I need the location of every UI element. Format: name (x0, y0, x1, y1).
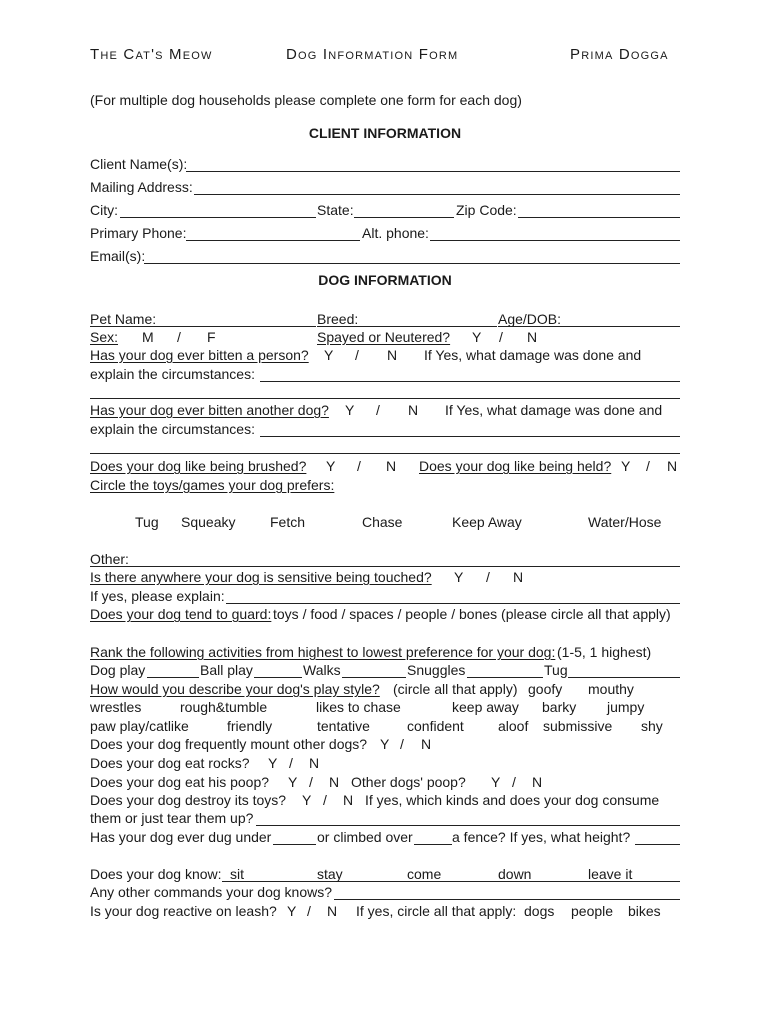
sensitive-explain-field[interactable] (226, 603, 680, 604)
alt-phone-field[interactable] (430, 240, 680, 241)
other-toys-field[interactable] (90, 566, 680, 567)
held-no[interactable]: N (667, 458, 678, 474)
dug-row (90, 829, 680, 846)
destroy-row (90, 792, 680, 809)
other-poop-slash: / (512, 774, 516, 790)
other-commands-row (90, 884, 680, 901)
mount-label: Does your dog frequently mount other dogs? (90, 736, 368, 752)
destroy-followup: If yes, which kinds and does your dog consume (365, 792, 660, 808)
sensitive-no[interactable]: N (513, 569, 524, 585)
rocks-slash: / (289, 755, 293, 771)
guard-label: Does your dog tend to guard: (90, 606, 272, 622)
rank-dog-play-field[interactable] (147, 677, 199, 678)
style-friendly[interactable]: friendly (227, 718, 273, 734)
bitten-dog-slash: / (376, 402, 380, 418)
rank-tug-label: Tug (544, 662, 568, 678)
style-likes-to-chase[interactable]: likes to chase (316, 699, 401, 715)
client-section-title: CLIENT INFORMATION (308, 125, 462, 141)
primary-phone-label: Primary Phone: (90, 225, 187, 241)
bitten-dog-extra-line[interactable] (90, 453, 680, 454)
mount-row (90, 736, 680, 753)
email-field[interactable] (144, 263, 680, 264)
header-left: The Cat's Meow (90, 46, 213, 63)
toy-tug[interactable]: Tug (135, 514, 159, 530)
rocks-row (90, 755, 680, 772)
client-name-field[interactable] (186, 171, 680, 172)
primary-phone-field[interactable] (186, 240, 360, 241)
style-aloof[interactable]: aloof (498, 718, 529, 734)
rank-ball-play-field[interactable] (254, 677, 302, 678)
bitten-person-followup: If Yes, what damage was done and (424, 347, 642, 363)
sex-m-option[interactable]: M (142, 329, 154, 345)
sensitive-yes[interactable]: Y (454, 569, 464, 585)
bitten-dog-explain-row (90, 421, 680, 438)
bitten-person-explain-label: explain the circumstances: (90, 366, 255, 382)
play-style-row-3 (90, 718, 680, 735)
climbed-over-field[interactable] (414, 844, 452, 845)
reactive-people[interactable]: people (571, 903, 614, 919)
other-commands-field[interactable] (334, 899, 680, 900)
age-dob-field[interactable] (498, 326, 680, 327)
style-goofy[interactable]: goofy (528, 681, 563, 697)
commands-row (90, 866, 680, 883)
fence-height-field[interactable] (635, 844, 680, 845)
pet-name-label: Pet Name: (90, 311, 157, 327)
state-field[interactable] (354, 217, 454, 218)
style-rough-tumble[interactable]: rough&tumble (180, 699, 268, 715)
reactive-yes[interactable]: Y (287, 903, 297, 919)
reactive-dogs[interactable]: dogs (524, 903, 555, 919)
dug-under-field[interactable] (273, 844, 316, 845)
style-submissive[interactable]: submissive (543, 718, 613, 734)
zip-label: Zip Code: (456, 202, 517, 218)
zip-field[interactable] (518, 217, 680, 218)
rank-tug-field[interactable] (568, 677, 680, 678)
circle-toys-label: Circle the toys/games your dog prefers: (90, 477, 335, 493)
held-yes[interactable]: Y (621, 458, 631, 474)
style-mouthy[interactable]: mouthy (588, 681, 634, 697)
tear-field[interactable] (256, 825, 680, 826)
dog-section-title: DOG INFORMATION (318, 272, 452, 288)
rank-walks-field[interactable] (342, 677, 406, 678)
own-poop-yes[interactable]: Y (288, 774, 298, 790)
held-slash: / (646, 458, 650, 474)
pet-name-row (90, 311, 680, 328)
sensitive-row (90, 569, 680, 586)
dug-under-label: Has your dog ever dug under (90, 829, 272, 845)
city-label: City: (90, 202, 118, 218)
bitten-dog-yes[interactable]: Y (345, 402, 355, 418)
fence-height-label: a fence? If yes, what height? (452, 829, 631, 845)
destroy-no[interactable]: N (343, 792, 354, 808)
bitten-dog-explain-field[interactable] (260, 436, 680, 437)
header-right: Prima Dogga (570, 46, 669, 63)
guard-options[interactable]: toys / food / spaces / people / bones (please circle all that apply) (273, 606, 671, 622)
style-tentative[interactable]: tentative (317, 718, 370, 734)
age-dob-label: Age/DOB: (498, 311, 562, 327)
rank-items-row (90, 662, 680, 679)
bitten-dog-followup: If Yes, what damage was done and (445, 402, 663, 418)
sex-row (90, 329, 680, 346)
brushed-yes[interactable]: Y (326, 458, 336, 474)
play-style-circle-note: (circle all that apply) (393, 681, 518, 697)
sensitive-explain-label: If yes, please explain: (90, 588, 225, 604)
mailing-address-field[interactable] (194, 194, 680, 195)
command-sit[interactable]: sit (230, 866, 244, 882)
other-poop-label: Other dogs' poop? (351, 774, 466, 790)
tear-row (90, 810, 680, 827)
breed-field[interactable] (317, 326, 497, 327)
reactive-slash: / (307, 903, 311, 919)
bitten-person-row (90, 347, 680, 364)
reactive-row (90, 903, 680, 920)
rocks-label: Does your dog eat rocks? (90, 755, 250, 771)
destroy-label: Does your dog destroy its toys? (90, 792, 287, 808)
sex-label: Sex: (90, 329, 119, 345)
bitten-dog-row (90, 402, 680, 419)
mailing-address-row (90, 179, 680, 196)
play-style-row-2 (90, 699, 680, 716)
style-shy[interactable]: shy (641, 718, 663, 734)
rocks-no[interactable]: N (309, 755, 320, 771)
poop-row (90, 774, 680, 791)
pet-name-field[interactable] (90, 326, 316, 327)
style-keep-away[interactable]: keep away (452, 699, 519, 715)
spayed-yes-option[interactable]: Y (472, 329, 482, 345)
brushed-label: Does your dog like being brushed? (90, 458, 307, 474)
bitten-person-extra-line[interactable] (90, 398, 680, 399)
reactive-bikes[interactable]: bikes (628, 903, 661, 919)
email-row (90, 248, 680, 265)
command-leave-it[interactable]: leave it (588, 866, 633, 882)
rank-label: Rank the following activities from highest to lowest preference for your dog: (90, 644, 556, 660)
other-poop-no[interactable]: N (532, 774, 543, 790)
rocks-yes[interactable]: Y (268, 755, 278, 771)
brushed-no[interactable]: N (386, 458, 397, 474)
command-stay[interactable]: stay (317, 866, 343, 882)
play-style-label: How would you describe your dog's play style? (90, 681, 380, 697)
toy-water-hose[interactable]: Water/Hose (588, 514, 662, 530)
bitten-person-yes[interactable]: Y (324, 347, 334, 363)
own-poop-no[interactable]: N (329, 774, 340, 790)
rank-snuggles-label: Snuggles (407, 662, 466, 678)
alt-phone-label: Alt. phone: (362, 225, 429, 241)
state-label: State: (317, 202, 354, 218)
city-field[interactable] (120, 217, 316, 218)
toy-squeaky[interactable]: Squeaky (181, 514, 236, 530)
destroy-slash: / (323, 792, 327, 808)
rank-snuggles-field[interactable] (467, 677, 543, 678)
climbed-over-label: or climbed over (317, 829, 413, 845)
spayed-label: Spayed or Neutered? (317, 329, 451, 345)
rank-scale: (1-5, 1 highest) (557, 644, 652, 660)
own-poop-slash: / (309, 774, 313, 790)
spayed-slash: / (499, 329, 503, 345)
command-come[interactable]: come (407, 866, 442, 882)
style-wrestles[interactable]: wrestles (90, 699, 142, 715)
breed-label: Breed: (317, 311, 359, 327)
destroy-yes[interactable]: Y (302, 792, 312, 808)
guard-row (90, 606, 680, 623)
rank-dog-play-label: Dog play (90, 662, 146, 678)
commands-label: Does your dog know: (90, 866, 222, 882)
bitten-person-label: Has your dog ever bitten a person? (90, 347, 309, 363)
circle-toys-row (90, 477, 680, 494)
bitten-person-explain-field[interactable] (260, 381, 680, 382)
phone-row (90, 225, 680, 242)
client-name-label: Client Name(s): (90, 156, 188, 172)
bitten-person-no[interactable]: N (387, 347, 398, 363)
mount-yes[interactable]: Y (380, 736, 390, 752)
email-label: Email(s): (90, 248, 146, 264)
bitten-dog-explain-label: explain the circumstances: (90, 421, 255, 437)
sex-f-option[interactable]: F (207, 329, 216, 345)
own-poop-label: Does your dog eat his poop? (90, 774, 270, 790)
sensitive-label: Is there anywhere your dog is sensitive being touched? (90, 569, 432, 585)
style-barky[interactable]: barky (542, 699, 577, 715)
tear-label: them or just tear them up? (90, 810, 254, 826)
brushed-slash: / (357, 458, 361, 474)
bitten-dog-no[interactable]: N (408, 402, 419, 418)
toy-fetch[interactable]: Fetch (270, 514, 306, 530)
bitten-dog-label: Has your dog ever bitten another dog? (90, 402, 329, 418)
mount-no[interactable]: N (421, 736, 432, 752)
reactive-no[interactable]: N (327, 903, 338, 919)
mount-slash: / (400, 736, 404, 752)
other-commands-label: Any other commands your dog knows? (90, 884, 333, 900)
bitten-person-slash: / (355, 347, 359, 363)
form-note: (For multiple dog households please complete one form for each dog) (90, 92, 522, 108)
rank-row (90, 644, 680, 661)
held-label: Does your dog like being held? (419, 458, 612, 474)
toy-keep-away[interactable]: Keep Away (452, 514, 522, 530)
rank-ball-play-label: Ball play (200, 662, 253, 678)
toys-row (90, 514, 680, 531)
style-confident[interactable]: confident (407, 718, 464, 734)
style-paw-play[interactable]: paw play/catlike (90, 718, 189, 734)
play-style-row (90, 681, 680, 698)
bitten-person-explain-row (90, 366, 680, 383)
other-toys-label: Other: (90, 551, 129, 567)
sensitive-explain-row (90, 588, 680, 605)
mailing-address-label: Mailing Address: (90, 179, 193, 195)
style-jumpy[interactable]: jumpy (607, 699, 645, 715)
sensitive-slash: / (486, 569, 490, 585)
brushed-held-row (90, 458, 680, 475)
toy-chase[interactable]: Chase (362, 514, 403, 530)
spayed-no-option[interactable]: N (527, 329, 538, 345)
rank-walks-label: Walks (303, 662, 341, 678)
command-down[interactable]: down (498, 866, 532, 882)
other-toys-row (90, 551, 680, 568)
header-title: Dog Information Form (286, 46, 459, 63)
city-row (90, 202, 680, 219)
other-poop-yes[interactable]: Y (491, 774, 501, 790)
reactive-label: Is your dog reactive on leash? (90, 903, 277, 919)
client-name-row (90, 156, 680, 173)
reactive-followup: If yes, circle all that apply: (356, 903, 517, 919)
sex-slash: / (177, 329, 181, 345)
